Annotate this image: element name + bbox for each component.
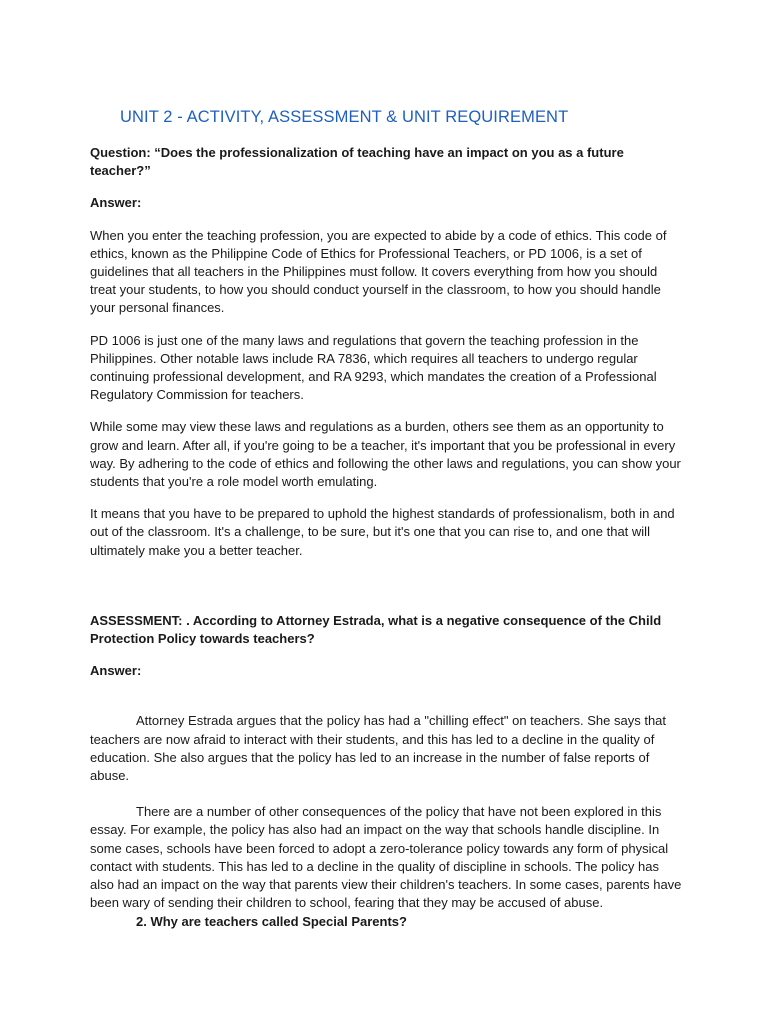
answer-1-paragraph: When you enter the teaching profession, you are expected to abide by a code of ethics. This code of ethics, known as the Philippine Code of Ethics for Professional Teachers, or PD 1006, is a set of guidelines that all teachers in the Philippines must follow. It covers everything from how you should treat your students, to how you should conduct yourself in the classroom, to how you should handle your personal finances. (90, 227, 667, 316)
answer-label-1: Answer: (90, 195, 142, 211)
assessment-question: ASSESSMENT: . According to Attorney Estrada, what is a negative consequence of the Child Protection Policy towards teachers? (90, 612, 662, 647)
unit-title: UNIT 2 - ACTIVITY, ASSESSMENT & UNIT REQUIREMENT (120, 108, 569, 126)
answer-2-paragraph-text: There are a number of other consequences of the policy that have not been explored in this essay. For example, the policy has also had an impact on the way that schools handle discipline. In some cases, schools have been forced to adopt a zero-tolerance policy towards any form of physical contact with students. This has led to a decline in the quality of discipline in schools. The policy has also had an impact on the way that parents view their children's teachers. In some cases, parents have been wary of sending their children to school, fearing that they may be accused of abuse. (90, 804, 682, 911)
question-1: Question: “Does the professionalization of teaching have an impact on you as a future teacher?” (90, 145, 624, 179)
answer-1-paragraph: It means that you have to be prepared to uphold the highest standards of professionalism, both in and out of the classroom. It's a challenge, to be sure, but it's one that you can rise to, and one that will ultimately make you a better teacher. (90, 506, 675, 558)
question-2: 2. Why are teachers called Special Parents? (136, 913, 407, 929)
answer-2-paragraph (90, 712, 682, 785)
answer-2-paragraph-text: Attorney Estrada argues that the policy has had a "chilling effect" on teachers. She says that teachers are now afraid to interact with their students, and this has led to a decline in the quality of education. She also argues that the policy has led to an increase in the number of false reports of abuse. (90, 713, 667, 784)
answer-1-paragraph: While some may view these laws and regulations as a burden, others see them as an opportunity to grow and learn. After all, if you're going to be a teacher, it's important that you be professional in every way. By adhering to the code of ethics and following the other laws and regulations, you can show your students that you're a role model worth emulating. (90, 419, 681, 490)
answer-2-paragraph (90, 803, 682, 912)
answer-1-paragraph: PD 1006 is just one of the many laws and regulations that govern the teaching profession in the Philippines. Other notable laws include RA 7836, which requires all teachers to undergo regular continuing professional development, and RA 9293, which mandates the creation of a Professional Regulatory Commission for teachers. (90, 332, 657, 403)
answer-label-2: Answer: (90, 663, 142, 679)
document-body (90, 144, 682, 931)
